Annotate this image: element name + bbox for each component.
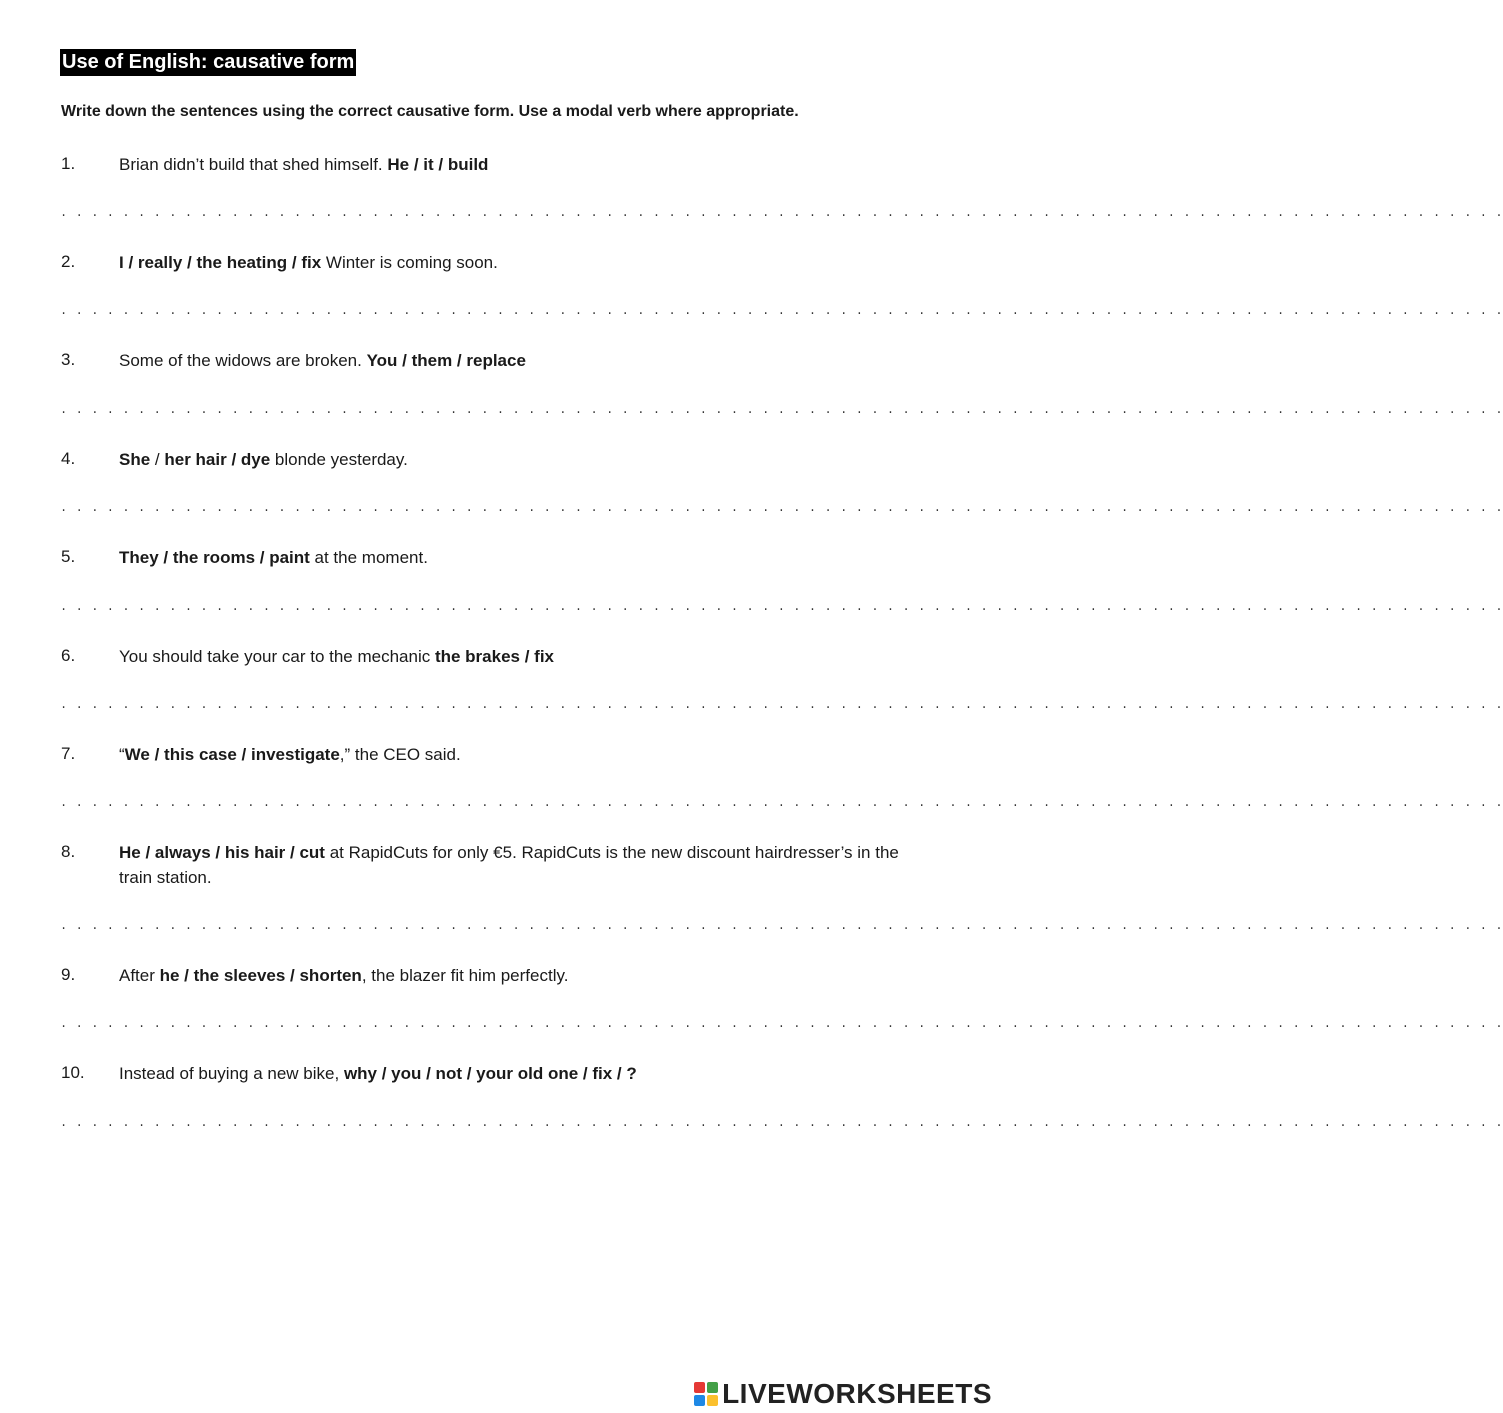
answer-line[interactable]: . . . . . . . . . . . . . . . . . . . . . . . . . . . . . . . . . . . . . . . . . . . . . . . . . . . . . . . . . . . . . . . . . . . . . . . . . . . . . . . . . . . . . . . . . . . . . [60, 600, 1503, 614]
answer-line[interactable]: . . . . . . . . . . . . . . . . . . . . . . . . . . . . . . . . . . . . . . . . . . . . . . . . . . . . . . . . . . . . . . . . . . . . . . . . . . . . . . . . . . . . . . . . . . . . . [60, 1116, 1503, 1130]
sentence-text: Winter is coming soon. [321, 253, 498, 272]
exercise-sentence [119, 250, 931, 275]
instructions: Write down the sentences using the correct causative form. Use a modal verb where appropriate. [61, 103, 799, 120]
answer-line[interactable]: . . . . . . . . . . . . . . . . . . . . . . . . . . . . . . . . . . . . . . . . . . . . . . . . . . . . . . . . . . . . . . . . . . . . . . . . . . . . . . . . . . . . . . . . . . . . . [60, 1017, 1503, 1031]
answer-line[interactable]: . . . . . . . . . . . . . . . . . . . . . . . . . . . . . . . . . . . . . . . . . . . . . . . . . . . . . . . . . . . . . . . . . . . . . . . . . . . . . . . . . . . . . . . . . . . . . [60, 919, 1503, 933]
exercise-number: 2. [61, 252, 76, 271]
sentence-text: You should take your car to the mechanic [119, 647, 435, 666]
exercise-number: 5. [61, 547, 76, 566]
exercise-number: 9. [61, 965, 76, 984]
sentence-text: After [119, 966, 160, 985]
worksheet-title: Use of English: causative form [60, 49, 356, 76]
sentence-text: ,” the CEO said. [339, 745, 461, 764]
answer-line[interactable]: . . . . . . . . . . . . . . . . . . . . . . . . . . . . . . . . . . . . . . . . . . . . . . . . . . . . . . . . . . . . . . . . . . . . . . . . . . . . . . . . . . . . . . . . . . . . . [60, 403, 1503, 417]
sentence-text: , the blazer fit him perfectly. [361, 966, 569, 985]
exercise-sentence [119, 840, 931, 890]
sentence-text: blonde yesterday. [270, 450, 408, 469]
exercise-sentence [119, 447, 931, 472]
exercise-number: 10. [61, 1063, 85, 1082]
exercise-number: 3. [61, 350, 76, 369]
answer-line[interactable]: . . . . . . . . . . . . . . . . . . . . . . . . . . . . . . . . . . . . . . . . . . . . . . . . . . . . . . . . . . . . . . . . . . . . . . . . . . . . . . . . . . . . . . . . . . . . . [60, 304, 1503, 318]
exercise-number: 7. [61, 744, 76, 763]
prompt-words: We / this case / investigate [124, 745, 340, 764]
exercise-sentence [119, 644, 931, 669]
prompt-words: She [119, 450, 151, 469]
sentence-text: Some of the widows are broken. [119, 351, 367, 370]
sentence-text: “ [119, 745, 125, 764]
exercise-sentence [119, 545, 931, 570]
exercise-number: 1. [61, 154, 76, 173]
exercise-sentence [119, 152, 931, 177]
answer-line[interactable]: . . . . . . . . . . . . . . . . . . . . . . . . . . . . . . . . . . . . . . . . . . . . . . . . . . . . . . . . . . . . . . . . . . . . . . . . . . . . . . . . . . . . . . . . . . . . . [60, 501, 1503, 515]
answer-line[interactable]: . . . . . . . . . . . . . . . . . . . . . . . . . . . . . . . . . . . . . . . . . . . . . . . . . . . . . . . . . . . . . . . . . . . . . . . . . . . . . . . . . . . . . . . . . . . . . [60, 796, 1503, 810]
footer-logo [694, 1379, 992, 1409]
prompt-words: he / the sleeves / shorten [159, 966, 362, 985]
prompt-words: why / you / not / your old one / fix / ? [343, 1064, 637, 1083]
exercise-number: 8. [61, 842, 76, 861]
exercise-sentence [119, 1061, 931, 1086]
exercise-sentence [119, 348, 931, 373]
prompt-words: They / the rooms / paint [119, 548, 310, 567]
answer-line[interactable]: . . . . . . . . . . . . . . . . . . . . . . . . . . . . . . . . . . . . . . . . . . . . . . . . . . . . . . . . . . . . . . . . . . . . . . . . . . . . . . . . . . . . . . . . . . . . . [60, 206, 1503, 220]
exercise-sentence [119, 963, 931, 988]
sentence-text: at the moment. [309, 548, 428, 567]
prompt-words: He / it / build [387, 155, 489, 174]
sentence-text: / [150, 450, 165, 469]
sentence-text: Brian didn’t build that shed himself. [119, 155, 388, 174]
exercise-sentence [119, 742, 931, 767]
prompt-words: I / really / the heating / fix [119, 253, 322, 272]
prompt-words: her hair / dye [164, 450, 271, 469]
exercise-number: 6. [61, 646, 76, 665]
prompt-words: You / them / replace [366, 351, 526, 370]
liveworksheets-logo-icon [694, 1382, 718, 1406]
exercise-number: 4. [61, 449, 76, 468]
prompt-words: He / always / his hair / cut [119, 843, 325, 862]
prompt-words: the brakes / fix [434, 647, 555, 666]
sentence-text: at RapidCuts for only €5. RapidCuts is the new discount hairdresser’s in the train station. [119, 843, 899, 887]
sentence-text: Instead of buying a new bike, [119, 1064, 344, 1083]
answer-line[interactable]: . . . . . . . . . . . . . . . . . . . . . . . . . . . . . . . . . . . . . . . . . . . . . . . . . . . . . . . . . . . . . . . . . . . . . . . . . . . . . . . . . . . . . . . . . . . . . [60, 698, 1503, 712]
brand-name: LIVEWORKSHEETS [722, 1378, 992, 1409]
